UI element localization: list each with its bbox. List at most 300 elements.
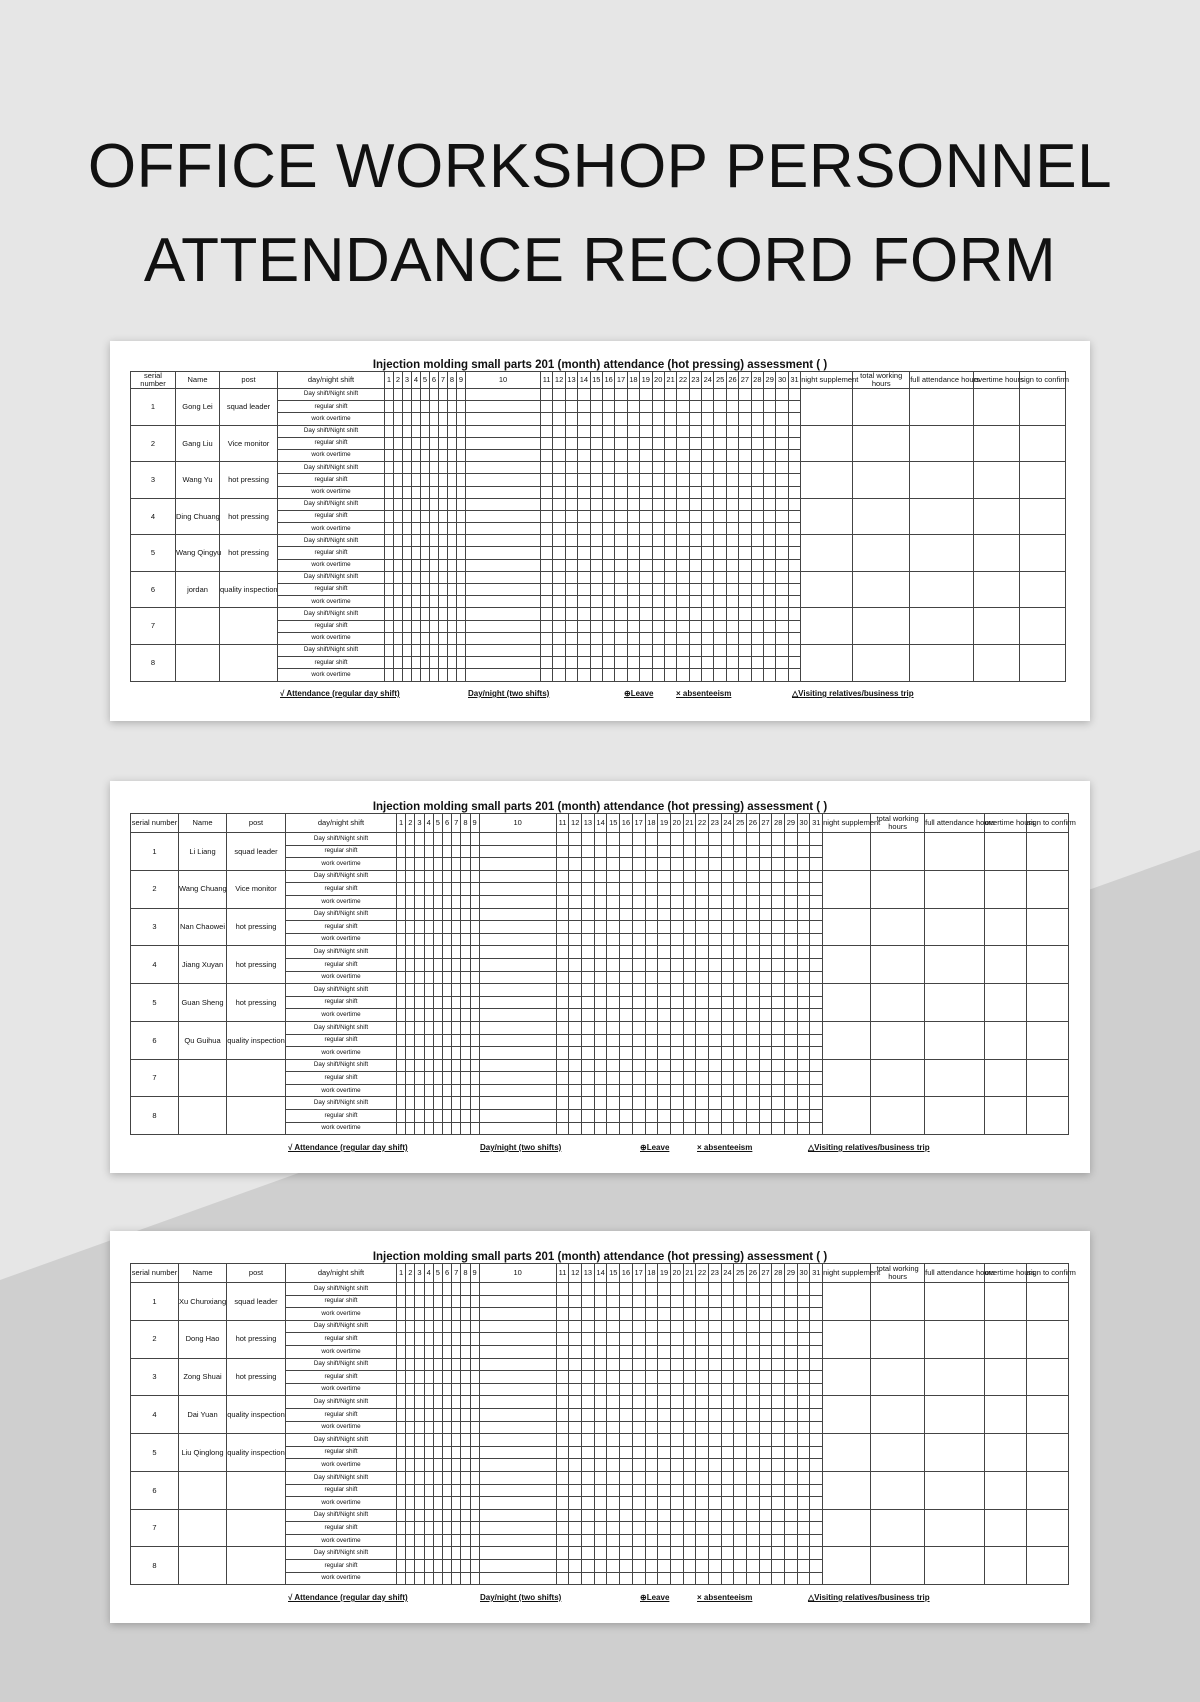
day-cell[interactable]	[565, 571, 577, 583]
day-cell[interactable]	[553, 571, 565, 583]
day-cell[interactable]	[430, 449, 439, 461]
day-cell[interactable]	[442, 1572, 451, 1585]
day-cell[interactable]	[457, 413, 466, 425]
day-cell[interactable]	[607, 1110, 620, 1123]
day-cell[interactable]	[797, 1122, 810, 1135]
day-cell[interactable]	[632, 1072, 645, 1085]
day-cell[interactable]	[739, 462, 751, 474]
day-cell[interactable]	[788, 657, 800, 669]
day-cell[interactable]	[415, 1308, 424, 1321]
day-cell[interactable]	[620, 895, 633, 908]
day-cell[interactable]	[658, 895, 671, 908]
day-cell[interactable]	[677, 498, 689, 510]
day-cell[interactable]	[670, 1396, 683, 1409]
day-cell[interactable]	[658, 1459, 671, 1472]
day-cell[interactable]	[594, 1009, 607, 1022]
day-cell[interactable]	[627, 608, 639, 620]
day-cell[interactable]	[810, 1522, 823, 1535]
night-supplement-cell[interactable]	[801, 571, 853, 608]
day-cell[interactable]	[415, 1459, 424, 1472]
night-supplement-cell[interactable]	[823, 1509, 871, 1547]
day-cell[interactable]	[683, 1497, 696, 1510]
day-cell[interactable]	[470, 1572, 479, 1585]
day-cell[interactable]	[470, 1122, 479, 1135]
day-cell[interactable]	[620, 984, 633, 997]
day-cell[interactable]	[452, 1509, 461, 1522]
total-hours-cell[interactable]	[871, 946, 925, 984]
day-cell[interactable]	[470, 1421, 479, 1434]
day-cell[interactable]	[433, 908, 442, 921]
day-cell[interactable]	[764, 413, 776, 425]
day-cell[interactable]	[759, 1122, 772, 1135]
day-cell[interactable]	[452, 971, 461, 984]
day-cell[interactable]	[421, 437, 430, 449]
day-cell[interactable]	[594, 1471, 607, 1484]
day-cell[interactable]	[602, 389, 614, 401]
day-cell[interactable]	[442, 833, 451, 846]
day-cell[interactable]	[590, 389, 602, 401]
day-cell[interactable]	[640, 498, 652, 510]
day-cell[interactable]	[721, 1097, 734, 1110]
day-cell[interactable]	[714, 559, 726, 571]
day-cell[interactable]	[708, 1333, 721, 1346]
sign-cell[interactable]	[1020, 644, 1066, 681]
day-cell[interactable]	[590, 449, 602, 461]
day-cell[interactable]	[452, 1308, 461, 1321]
day-cell[interactable]	[553, 632, 565, 644]
day-cell[interactable]	[714, 657, 726, 669]
day-cell[interactable]	[594, 1021, 607, 1034]
day-cell[interactable]	[556, 1446, 569, 1459]
day-cell[interactable]	[734, 1522, 747, 1535]
day-cell[interactable]	[797, 1371, 810, 1384]
day-cell[interactable]	[714, 498, 726, 510]
day-cell[interactable]	[721, 984, 734, 997]
day-cell[interactable]	[433, 1396, 442, 1409]
day-cell[interactable]	[683, 1371, 696, 1384]
day-cell[interactable]	[582, 1283, 595, 1296]
day-cell[interactable]	[461, 1059, 470, 1072]
day-cell[interactable]	[708, 870, 721, 883]
day-cell[interactable]	[452, 1097, 461, 1110]
day-cell[interactable]	[412, 474, 421, 486]
day-cell[interactable]	[466, 596, 541, 608]
day-cell[interactable]	[421, 389, 430, 401]
day-cell[interactable]	[421, 584, 430, 596]
day-cell[interactable]	[696, 1421, 709, 1434]
day-cell[interactable]	[797, 1283, 810, 1296]
day-cell[interactable]	[708, 1295, 721, 1308]
day-cell[interactable]	[442, 1097, 451, 1110]
day-cell[interactable]	[721, 1047, 734, 1060]
day-cell[interactable]	[689, 437, 701, 449]
day-cell[interactable]	[461, 1295, 470, 1308]
day-cell[interactable]	[406, 921, 415, 934]
day-cell[interactable]	[640, 437, 652, 449]
day-cell[interactable]	[607, 921, 620, 934]
sign-cell[interactable]	[1027, 833, 1069, 871]
day-cell[interactable]	[721, 1396, 734, 1409]
day-cell[interactable]	[797, 1408, 810, 1421]
day-cell[interactable]	[452, 1047, 461, 1060]
day-cell[interactable]	[578, 596, 590, 608]
full-attendance-cell[interactable]	[910, 571, 974, 608]
day-cell[interactable]	[632, 1295, 645, 1308]
day-cell[interactable]	[607, 996, 620, 1009]
day-cell[interactable]	[541, 510, 553, 522]
day-cell[interactable]	[415, 1021, 424, 1034]
day-cell[interactable]	[607, 1009, 620, 1022]
day-cell[interactable]	[470, 1459, 479, 1472]
day-cell[interactable]	[776, 535, 788, 547]
day-cell[interactable]	[578, 547, 590, 559]
day-cell[interactable]	[670, 1034, 683, 1047]
day-cell[interactable]	[403, 669, 412, 681]
day-cell[interactable]	[602, 584, 614, 596]
day-cell[interactable]	[594, 883, 607, 896]
day-cell[interactable]	[452, 895, 461, 908]
day-cell[interactable]	[433, 1009, 442, 1022]
day-cell[interactable]	[772, 833, 785, 846]
day-cell[interactable]	[645, 845, 658, 858]
day-cell[interactable]	[670, 1308, 683, 1321]
day-cell[interactable]	[627, 474, 639, 486]
day-cell[interactable]	[442, 1396, 451, 1409]
day-cell[interactable]	[394, 401, 403, 413]
overtime-cell[interactable]	[974, 571, 1020, 608]
day-cell[interactable]	[759, 984, 772, 997]
day-cell[interactable]	[442, 984, 451, 997]
day-cell[interactable]	[433, 1560, 442, 1573]
day-cell[interactable]	[747, 1446, 760, 1459]
day-cell[interactable]	[403, 596, 412, 608]
day-cell[interactable]	[461, 1333, 470, 1346]
day-cell[interactable]	[556, 1421, 569, 1434]
day-cell[interactable]	[397, 1408, 406, 1421]
day-cell[interactable]	[607, 1560, 620, 1573]
day-cell[interactable]	[645, 1408, 658, 1421]
day-cell[interactable]	[640, 425, 652, 437]
day-cell[interactable]	[797, 1358, 810, 1371]
day-cell[interactable]	[615, 608, 627, 620]
day-cell[interactable]	[594, 1072, 607, 1085]
day-cell[interactable]	[797, 1345, 810, 1358]
total-hours-cell[interactable]	[871, 1547, 925, 1585]
day-cell[interactable]	[582, 996, 595, 1009]
day-cell[interactable]	[759, 883, 772, 896]
day-cell[interactable]	[439, 632, 448, 644]
day-cell[interactable]	[785, 1034, 798, 1047]
day-cell[interactable]	[406, 1434, 415, 1447]
day-cell[interactable]	[466, 644, 541, 656]
day-cell[interactable]	[452, 1534, 461, 1547]
day-cell[interactable]	[721, 946, 734, 959]
day-cell[interactable]	[772, 908, 785, 921]
day-cell[interactable]	[658, 1110, 671, 1123]
day-cell[interactable]	[620, 971, 633, 984]
day-cell[interactable]	[569, 1034, 582, 1047]
day-cell[interactable]	[582, 908, 595, 921]
day-cell[interactable]	[640, 535, 652, 547]
day-cell[interactable]	[721, 1371, 734, 1384]
day-cell[interactable]	[553, 474, 565, 486]
day-cell[interactable]	[797, 1446, 810, 1459]
day-cell[interactable]	[433, 958, 442, 971]
day-cell[interactable]	[708, 1534, 721, 1547]
day-cell[interactable]	[670, 933, 683, 946]
day-cell[interactable]	[689, 389, 701, 401]
day-cell[interactable]	[764, 571, 776, 583]
day-cell[interactable]	[785, 1509, 798, 1522]
day-cell[interactable]	[640, 620, 652, 632]
day-cell[interactable]	[433, 1434, 442, 1447]
day-cell[interactable]	[702, 498, 714, 510]
day-cell[interactable]	[602, 571, 614, 583]
day-cell[interactable]	[708, 1560, 721, 1573]
day-cell[interactable]	[397, 1034, 406, 1047]
day-cell[interactable]	[734, 1320, 747, 1333]
day-cell[interactable]	[615, 547, 627, 559]
day-cell[interactable]	[632, 1572, 645, 1585]
day-cell[interactable]	[565, 596, 577, 608]
day-cell[interactable]	[645, 895, 658, 908]
day-cell[interactable]	[620, 1421, 633, 1434]
day-cell[interactable]	[708, 996, 721, 1009]
day-cell[interactable]	[772, 1547, 785, 1560]
day-cell[interactable]	[640, 510, 652, 522]
day-cell[interactable]	[772, 1459, 785, 1472]
day-cell[interactable]	[397, 895, 406, 908]
day-cell[interactable]	[683, 1122, 696, 1135]
day-cell[interactable]	[385, 571, 394, 583]
day-cell[interactable]	[448, 389, 457, 401]
day-cell[interactable]	[439, 584, 448, 596]
total-hours-cell[interactable]	[853, 425, 910, 462]
day-cell[interactable]	[565, 608, 577, 620]
day-cell[interactable]	[457, 535, 466, 547]
overtime-cell[interactable]	[985, 1283, 1027, 1321]
day-cell[interactable]	[670, 1572, 683, 1585]
day-cell[interactable]	[734, 921, 747, 934]
sign-cell[interactable]	[1027, 1283, 1069, 1321]
day-cell[interactable]	[452, 1295, 461, 1308]
day-cell[interactable]	[747, 1345, 760, 1358]
day-cell[interactable]	[683, 1534, 696, 1547]
overtime-cell[interactable]	[974, 608, 1020, 645]
day-cell[interactable]	[397, 1084, 406, 1097]
day-cell[interactable]	[776, 413, 788, 425]
day-cell[interactable]	[734, 883, 747, 896]
day-cell[interactable]	[403, 559, 412, 571]
day-cell[interactable]	[569, 845, 582, 858]
day-cell[interactable]	[602, 657, 614, 669]
day-cell[interactable]	[645, 1534, 658, 1547]
day-cell[interactable]	[714, 425, 726, 437]
day-cell[interactable]	[397, 933, 406, 946]
day-cell[interactable]	[556, 1034, 569, 1047]
day-cell[interactable]	[442, 1383, 451, 1396]
day-cell[interactable]	[448, 620, 457, 632]
day-cell[interactable]	[615, 462, 627, 474]
day-cell[interactable]	[645, 1383, 658, 1396]
day-cell[interactable]	[385, 620, 394, 632]
day-cell[interactable]	[683, 984, 696, 997]
day-cell[interactable]	[479, 1333, 556, 1346]
sign-cell[interactable]	[1020, 462, 1066, 499]
day-cell[interactable]	[658, 1009, 671, 1022]
day-cell[interactable]	[582, 1009, 595, 1022]
day-cell[interactable]	[553, 620, 565, 632]
day-cell[interactable]	[739, 584, 751, 596]
day-cell[interactable]	[578, 535, 590, 547]
day-cell[interactable]	[397, 1484, 406, 1497]
day-cell[interactable]	[640, 462, 652, 474]
day-cell[interactable]	[721, 1509, 734, 1522]
day-cell[interactable]	[394, 389, 403, 401]
day-cell[interactable]	[689, 462, 701, 474]
day-cell[interactable]	[541, 462, 553, 474]
day-cell[interactable]	[785, 1283, 798, 1296]
day-cell[interactable]	[452, 1522, 461, 1535]
day-cell[interactable]	[452, 946, 461, 959]
day-cell[interactable]	[645, 883, 658, 896]
day-cell[interactable]	[569, 1122, 582, 1135]
day-cell[interactable]	[602, 547, 614, 559]
day-cell[interactable]	[415, 1522, 424, 1535]
day-cell[interactable]	[556, 996, 569, 1009]
day-cell[interactable]	[632, 984, 645, 997]
day-cell[interactable]	[442, 958, 451, 971]
day-cell[interactable]	[385, 644, 394, 656]
day-cell[interactable]	[696, 1072, 709, 1085]
day-cell[interactable]	[620, 1534, 633, 1547]
day-cell[interactable]	[424, 1345, 433, 1358]
day-cell[interactable]	[457, 608, 466, 620]
day-cell[interactable]	[683, 1034, 696, 1047]
day-cell[interactable]	[797, 870, 810, 883]
day-cell[interactable]	[658, 1345, 671, 1358]
day-cell[interactable]	[582, 1484, 595, 1497]
day-cell[interactable]	[620, 1572, 633, 1585]
day-cell[interactable]	[461, 984, 470, 997]
day-cell[interactable]	[607, 858, 620, 871]
day-cell[interactable]	[602, 523, 614, 535]
day-cell[interactable]	[421, 608, 430, 620]
day-cell[interactable]	[569, 883, 582, 896]
day-cell[interactable]	[734, 1097, 747, 1110]
day-cell[interactable]	[714, 535, 726, 547]
day-cell[interactable]	[734, 870, 747, 883]
day-cell[interactable]	[708, 1283, 721, 1296]
day-cell[interactable]	[607, 908, 620, 921]
day-cell[interactable]	[708, 1072, 721, 1085]
day-cell[interactable]	[645, 1122, 658, 1135]
day-cell[interactable]	[452, 984, 461, 997]
day-cell[interactable]	[708, 1484, 721, 1497]
day-cell[interactable]	[553, 523, 565, 535]
day-cell[interactable]	[785, 833, 798, 846]
day-cell[interactable]	[726, 620, 738, 632]
day-cell[interactable]	[696, 1572, 709, 1585]
day-cell[interactable]	[797, 1572, 810, 1585]
day-cell[interactable]	[658, 1320, 671, 1333]
day-cell[interactable]	[385, 389, 394, 401]
day-cell[interactable]	[397, 858, 406, 871]
day-cell[interactable]	[670, 1497, 683, 1510]
day-cell[interactable]	[640, 413, 652, 425]
day-cell[interactable]	[397, 1572, 406, 1585]
day-cell[interactable]	[594, 845, 607, 858]
overtime-cell[interactable]	[974, 389, 1020, 426]
day-cell[interactable]	[670, 1547, 683, 1560]
day-cell[interactable]	[397, 1446, 406, 1459]
day-cell[interactable]	[734, 1371, 747, 1384]
day-cell[interactable]	[632, 1484, 645, 1497]
day-cell[interactable]	[607, 933, 620, 946]
day-cell[interactable]	[406, 946, 415, 959]
day-cell[interactable]	[670, 958, 683, 971]
day-cell[interactable]	[569, 1072, 582, 1085]
day-cell[interactable]	[442, 996, 451, 1009]
night-supplement-cell[interactable]	[823, 870, 871, 908]
day-cell[interactable]	[714, 449, 726, 461]
day-cell[interactable]	[702, 425, 714, 437]
day-cell[interactable]	[658, 1534, 671, 1547]
day-cell[interactable]	[412, 486, 421, 498]
day-cell[interactable]	[734, 858, 747, 871]
day-cell[interactable]	[714, 401, 726, 413]
day-cell[interactable]	[776, 389, 788, 401]
day-cell[interactable]	[721, 1497, 734, 1510]
day-cell[interactable]	[433, 1021, 442, 1034]
day-cell[interactable]	[479, 1122, 556, 1135]
overtime-cell[interactable]	[985, 908, 1027, 946]
day-cell[interactable]	[747, 984, 760, 997]
day-cell[interactable]	[397, 1560, 406, 1573]
day-cell[interactable]	[461, 870, 470, 883]
day-cell[interactable]	[670, 1408, 683, 1421]
day-cell[interactable]	[708, 1572, 721, 1585]
day-cell[interactable]	[797, 1084, 810, 1097]
day-cell[interactable]	[708, 1021, 721, 1034]
day-cell[interactable]	[424, 1408, 433, 1421]
day-cell[interactable]	[708, 1509, 721, 1522]
day-cell[interactable]	[759, 1522, 772, 1535]
day-cell[interactable]	[764, 425, 776, 437]
day-cell[interactable]	[772, 1110, 785, 1123]
day-cell[interactable]	[615, 486, 627, 498]
day-cell[interactable]	[645, 870, 658, 883]
day-cell[interactable]	[406, 1034, 415, 1047]
day-cell[interactable]	[797, 1522, 810, 1535]
day-cell[interactable]	[797, 946, 810, 959]
day-cell[interactable]	[541, 498, 553, 510]
day-cell[interactable]	[433, 1097, 442, 1110]
day-cell[interactable]	[658, 1283, 671, 1296]
day-cell[interactable]	[439, 449, 448, 461]
day-cell[interactable]	[415, 845, 424, 858]
day-cell[interactable]	[452, 958, 461, 971]
day-cell[interactable]	[810, 1122, 823, 1135]
day-cell[interactable]	[683, 1097, 696, 1110]
day-cell[interactable]	[696, 1021, 709, 1034]
day-cell[interactable]	[594, 1371, 607, 1384]
day-cell[interactable]	[470, 958, 479, 971]
day-cell[interactable]	[397, 1396, 406, 1409]
day-cell[interactable]	[785, 946, 798, 959]
day-cell[interactable]	[590, 584, 602, 596]
day-cell[interactable]	[615, 510, 627, 522]
